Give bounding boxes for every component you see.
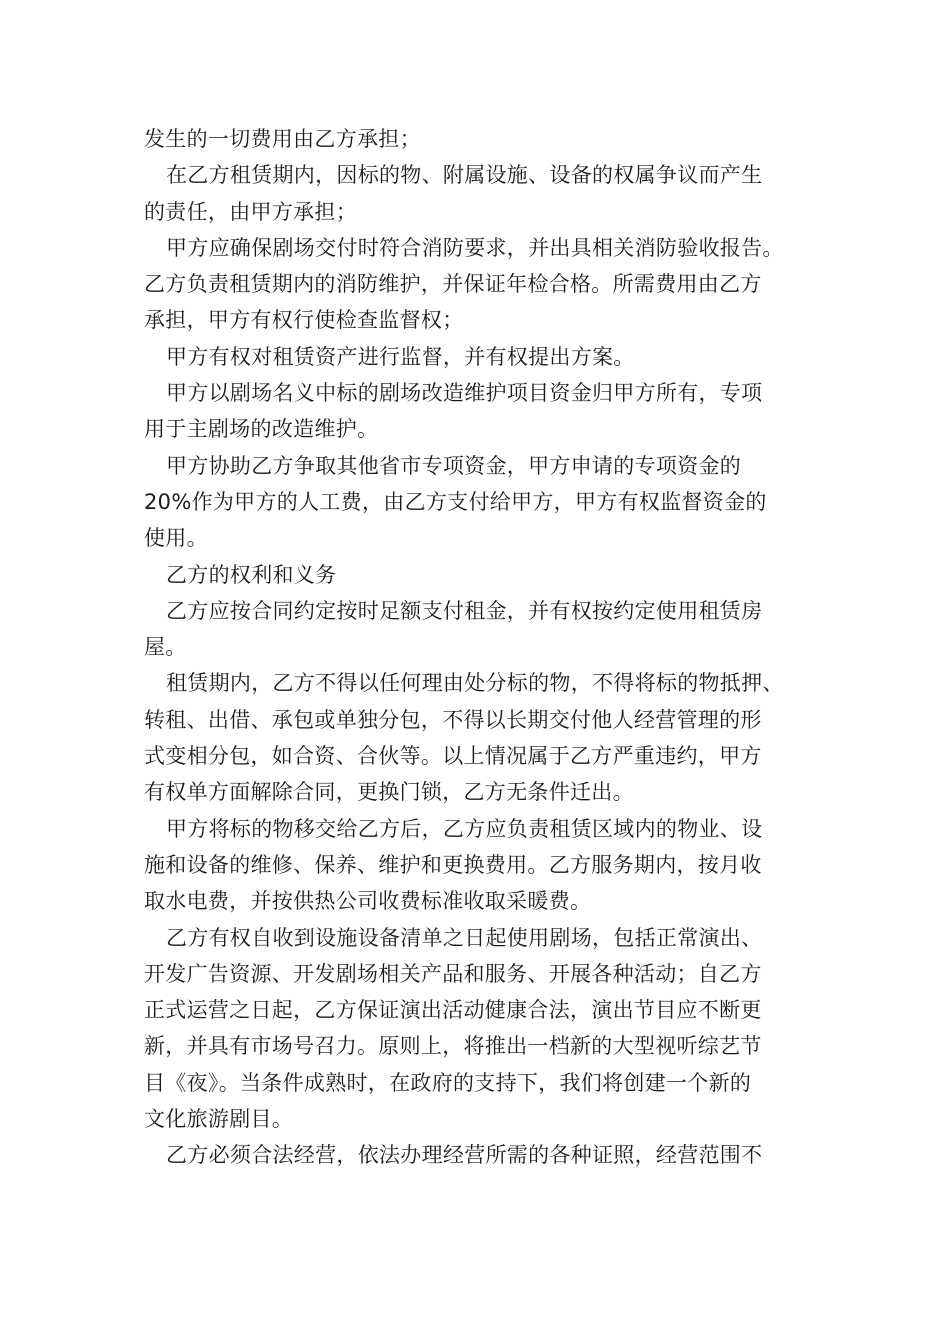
text-line: 承担，甲方有权行使检查监督权； [144, 308, 464, 333]
text-line: 有权单方面解除合同，更换门锁，乙方无条件迁出。 [144, 780, 634, 805]
text-line: 使用。 [144, 526, 208, 551]
text-line: 甲方有权对租赁资产进行监督，并有权提出方案。 [166, 344, 635, 369]
text-line: 乙方应按合同约定按时足额支付租金，并有权按约定使用租赁房 [166, 598, 763, 623]
text-line: 20%作为甲方的人工费，由乙方支付给甲方，甲方有权监督资金的 [144, 489, 767, 514]
text-line: 乙方必须合法经营，依法办理经营所需的各种证照，经营范围不 [166, 1143, 763, 1168]
text-line: 的责任，由甲方承担； [144, 199, 357, 224]
text-line: 新，并具有市场号召力。原则上，将推出一档新的大型视听综艺节 [144, 1034, 762, 1059]
document-body [144, 121, 814, 1174]
text-line: 目《夜》。当条件成熟时，在政府的支持下，我们将创建一个新的 [144, 1070, 752, 1095]
text-line: 甲方将标的物移交给乙方后，乙方应负责租赁区域内的物业、设 [166, 816, 763, 841]
text-line: 式变相分包，如合资、合伙等。以上情况属于乙方严重违约，甲方 [144, 744, 762, 769]
text-line: 施和设备的维修、保养、维护和更换费用。乙方服务期内，按月收 [144, 852, 762, 877]
text-line: 文化旅游剧目。 [144, 1107, 294, 1132]
text-line: 甲方协助乙方争取其他省市专项资金，甲方申请的专项资金的 [166, 453, 742, 478]
text-line: 发生的一切费用由乙方承担； [144, 127, 421, 151]
text-line: 取水电费，并按供热公司收费标准收取采暖费。 [144, 889, 592, 914]
text-line: 开发广告资源、开发剧场相关产品和服务、开展各种活动；自乙方 [144, 961, 762, 986]
text-line: 屋。 [144, 635, 187, 660]
text-line: 乙方负责租赁期内的消防维护，并保证年检合格。所需费用由乙方 [144, 272, 762, 297]
text-line: 正式运营之日起，乙方保证演出活动健康合法，演出节目应不断更 [144, 998, 762, 1023]
text-line: 甲方应确保剧场交付时符合消防要求，并出具相关消防验收报告。 [166, 235, 784, 260]
text-line: 甲方以剧场名义中标的剧场改造维护项目资金归甲方所有，专项 [166, 381, 763, 406]
text-line: 乙方的权利和义务 [166, 562, 337, 587]
text-line: 乙方有权自收到设施设备清单之日起使用剧场，包括正常演出、 [166, 925, 763, 950]
text-line: 转租、出借、承包或单独分包，不得以长期交付他人经营管理的形 [144, 707, 762, 732]
text-line: 用于主剧场的改造维护。 [144, 417, 379, 442]
text-line: 在乙方租赁期内，因标的物、附属设施、设备的权属争议而产生 [166, 163, 763, 188]
text-line: 租赁期内，乙方不得以任何理由处分标的物，不得将标的物抵押、 [166, 671, 784, 696]
